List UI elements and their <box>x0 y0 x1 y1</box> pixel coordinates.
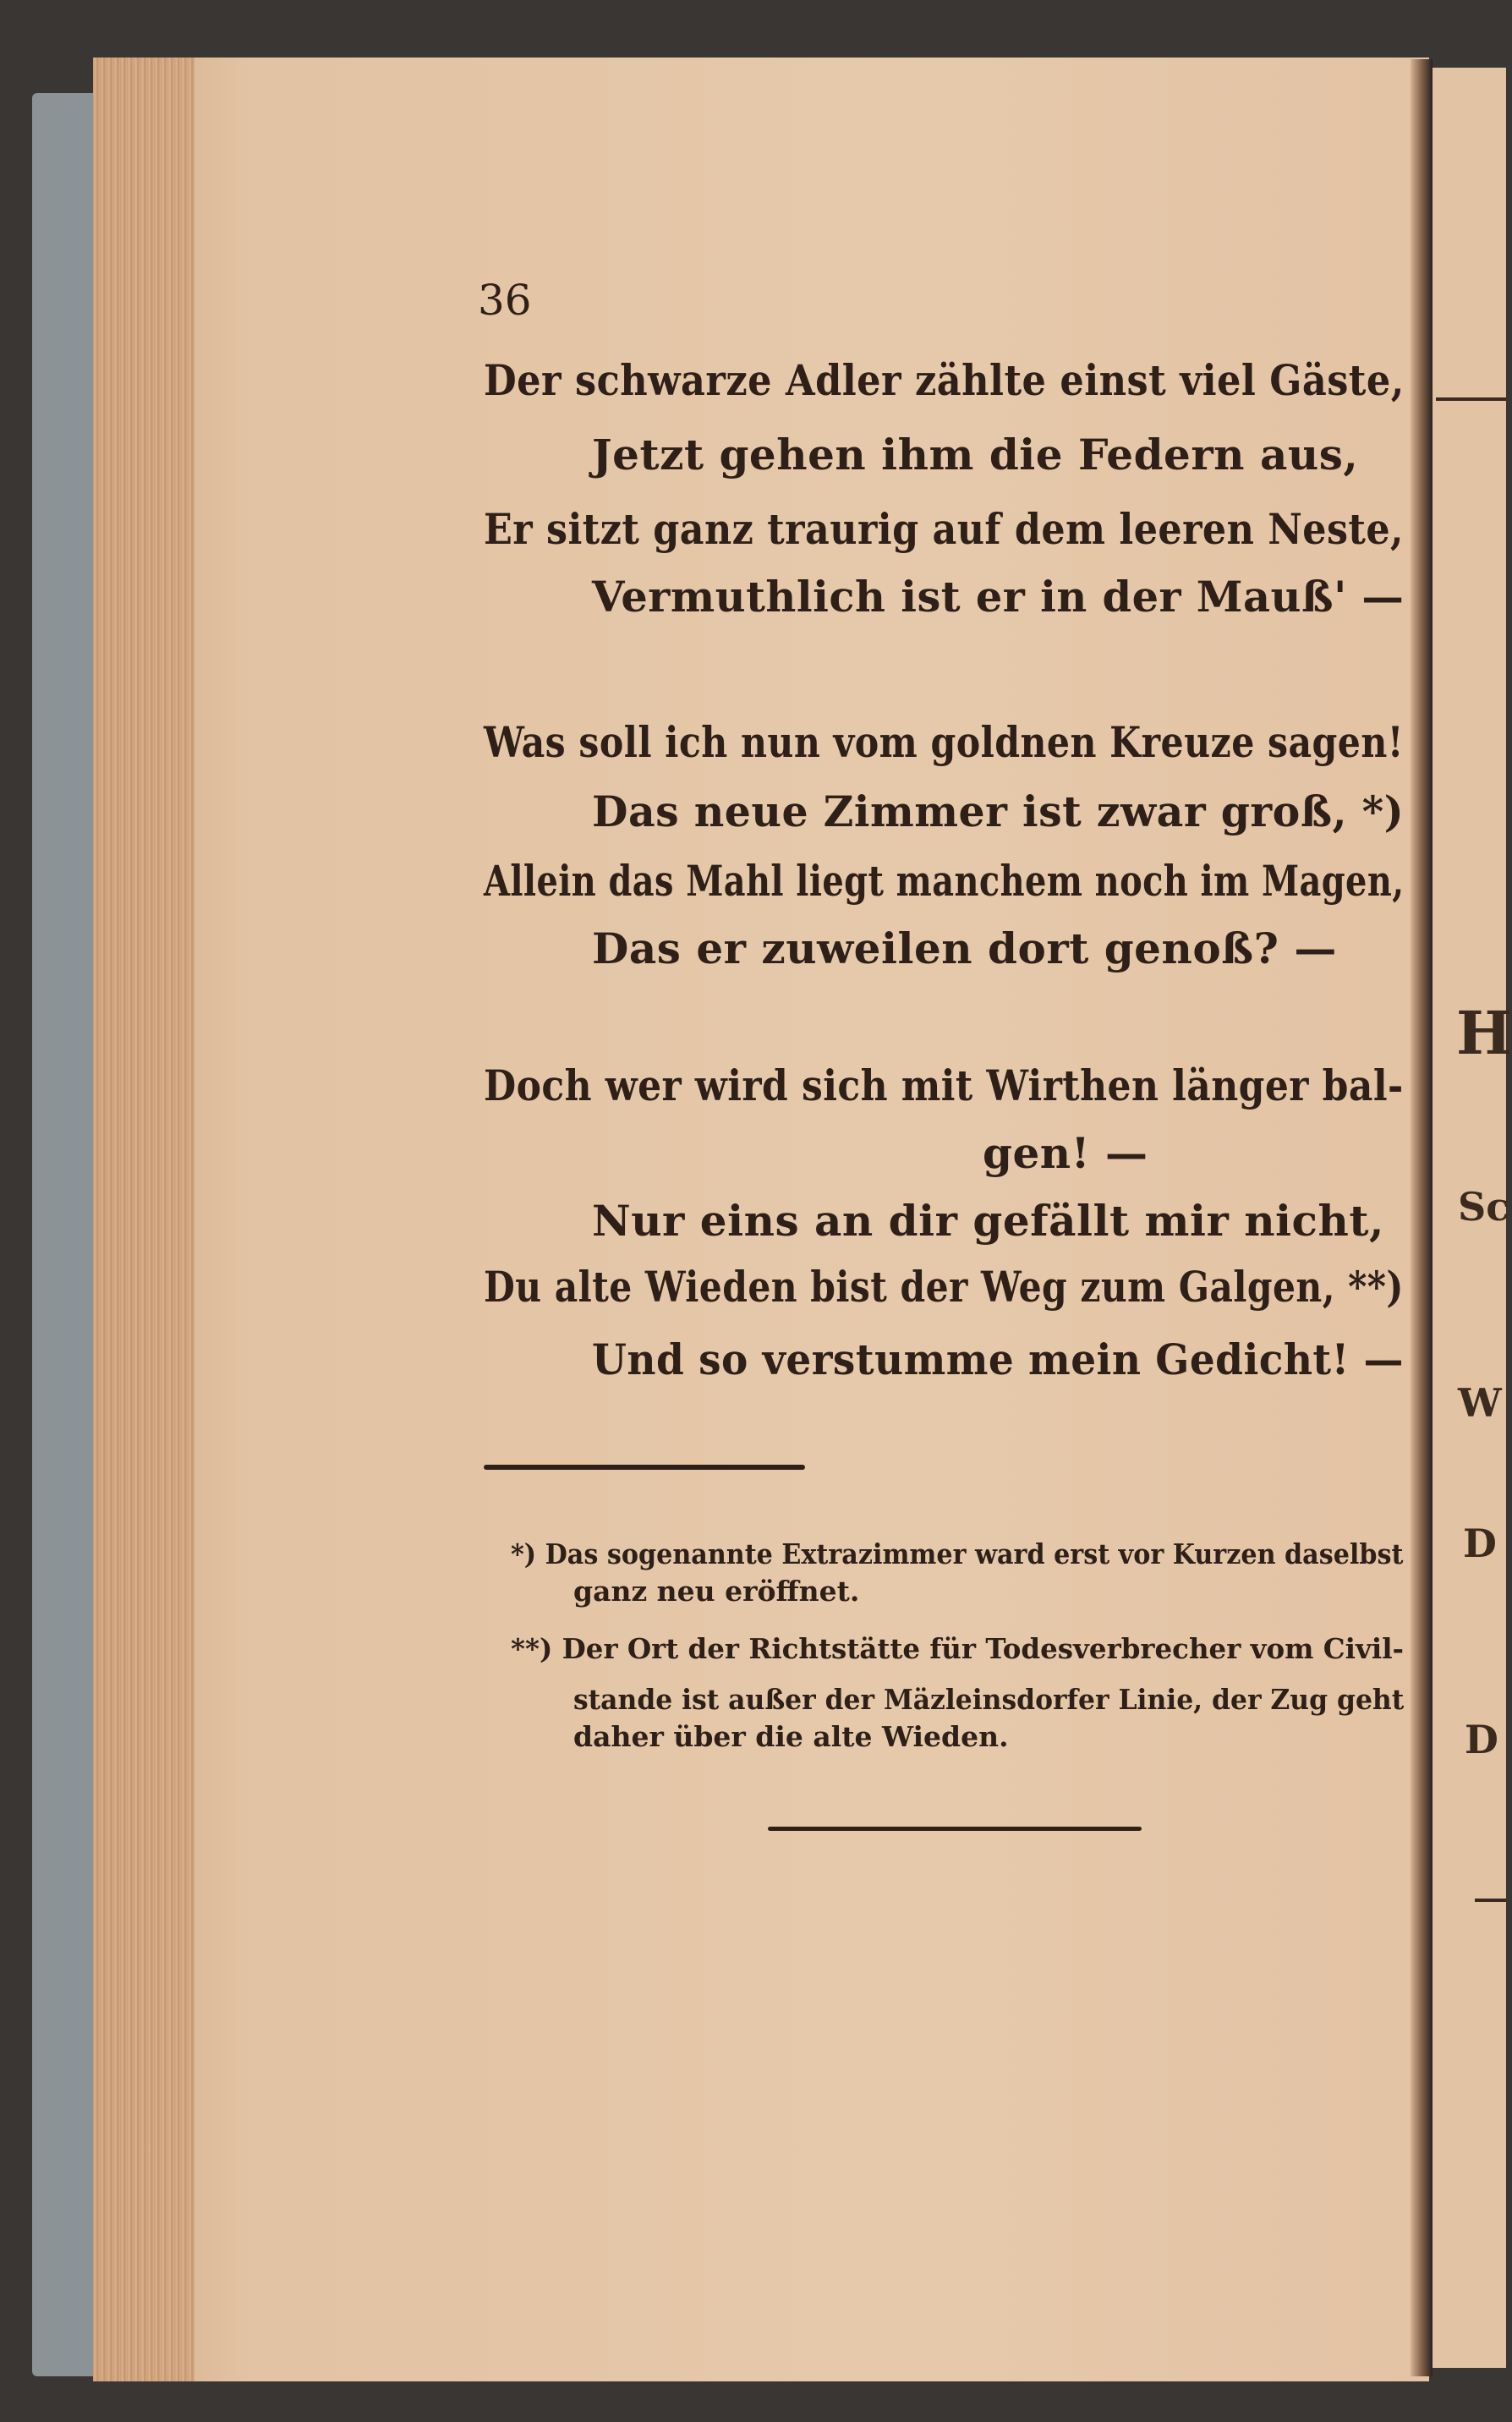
poem-line: Allein das Mahl liegt manchem noch im Magen, <box>484 856 1405 906</box>
facing-page-fragment: D <box>1465 1717 1498 1762</box>
poem-line: gen! — <box>983 1128 1148 1178</box>
footnote-divider <box>484 1465 805 1470</box>
poem-line: Er sitzt ganz traurig auf dem leeren Neste, <box>484 504 1404 554</box>
facing-page-fragment: D <box>1463 1521 1497 1566</box>
footnote-line: **) Der Ort der Richtstätte für Todesverbrecher vom Civil- <box>511 1632 1405 1665</box>
facing-page-fragment: Sc <box>1458 1184 1510 1230</box>
poem-line: Du alte Wieden bist der Weg zum Galgen, **) <box>484 1262 1404 1312</box>
footnote-line: stande ist außer der Mäzleinsdorfer Linie, der Zug geht <box>573 1683 1405 1716</box>
poem-line: Der schwarze Adler zählte einst viel Gäste, <box>484 355 1405 405</box>
poem-line: Jetzt gehen ihm die Federn aus, <box>592 430 1359 479</box>
footnote-line: *) Das sogenannte Extrazimmer ward erst vor Kurzen daselbst <box>511 1537 1404 1570</box>
poem-line: Das neue Zimmer ist zwar groß, *) <box>592 786 1405 836</box>
poem-line: Und so verstumme mein Gedicht! — <box>592 1334 1404 1384</box>
footnote-line: ganz neu eröffnet. <box>573 1575 860 1608</box>
poem-line: Vermuthlich ist er in der Mauß' — <box>592 572 1405 622</box>
facing-page-fragment: W <box>1458 1380 1502 1426</box>
page-number: 36 <box>478 276 532 325</box>
footnote-line: daher über die alte Wieden. <box>573 1720 1009 1753</box>
poem-line: Doch wer wird sich mit Wirthen länger bal- <box>484 1060 1404 1110</box>
poem-line: Das er zuweilen dort genoß? — <box>592 923 1337 973</box>
poem-line: Nur eins an dir gefällt mir nicht, <box>592 1196 1384 1246</box>
facing-page-fragment: H <box>1456 998 1512 1068</box>
poem-line: Was soll ich nun vom goldnen Kreuze sagen! <box>484 717 1404 767</box>
end-rule <box>768 1827 1142 1831</box>
